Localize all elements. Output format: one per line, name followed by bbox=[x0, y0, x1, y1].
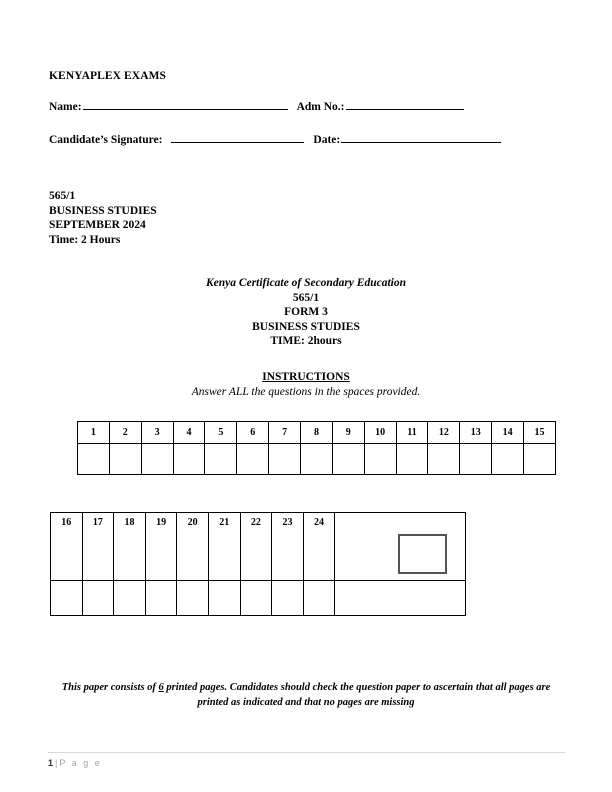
answer-cell[interactable] bbox=[364, 444, 396, 475]
answer-cell[interactable] bbox=[303, 581, 335, 616]
answer-cell[interactable] bbox=[177, 581, 209, 616]
answer-cell[interactable] bbox=[145, 581, 177, 616]
answer-cell[interactable] bbox=[78, 444, 110, 475]
exam-title-form: FORM 3 bbox=[284, 306, 328, 319]
question-number-cell: 24 bbox=[303, 513, 335, 581]
page-number-footer bbox=[48, 758, 102, 768]
answer-cell[interactable] bbox=[428, 444, 460, 475]
question-number-cell: 17 bbox=[82, 513, 114, 581]
answer-cell[interactable] bbox=[524, 444, 556, 475]
answer-cell[interactable] bbox=[269, 444, 301, 475]
question-number-cell: 4 bbox=[173, 422, 205, 444]
signature-label: Candidate’s Signature: bbox=[49, 134, 163, 146]
question-number-cell: 18 bbox=[114, 513, 146, 581]
page-footer-word: P a g e bbox=[59, 758, 102, 768]
paper-subject: BUSINESS STUDIES bbox=[49, 204, 157, 217]
date-input-blank[interactable] bbox=[341, 131, 501, 143]
question-number-cell: 21 bbox=[208, 513, 240, 581]
answer-grid-one-answer-row bbox=[78, 444, 556, 475]
name-label: Name: bbox=[49, 101, 82, 113]
answer-cell[interactable] bbox=[114, 581, 146, 616]
organization-title: KENYAPLEX EXAMS bbox=[49, 70, 167, 82]
answer-cell[interactable] bbox=[141, 444, 173, 475]
answer-cell[interactable] bbox=[301, 444, 333, 475]
question-number-cell: 9 bbox=[332, 422, 364, 444]
total-score-cell bbox=[335, 513, 466, 581]
question-number-cell: 20 bbox=[177, 513, 209, 581]
instructions-block bbox=[0, 370, 612, 400]
answer-grid-one-number-row bbox=[78, 422, 556, 444]
paper-code: 565/1 bbox=[49, 190, 76, 202]
question-number-cell: 13 bbox=[460, 422, 492, 444]
question-number-cell: 11 bbox=[396, 422, 428, 444]
question-number-cell: 7 bbox=[269, 422, 301, 444]
printed-pages-note-part1: This paper consists of bbox=[61, 682, 159, 693]
printed-pages-note bbox=[56, 680, 556, 710]
exam-title-time: TIME: 2hours bbox=[270, 335, 342, 348]
question-number-cell: 16 bbox=[51, 513, 83, 581]
date-label: Date: bbox=[313, 134, 341, 146]
paper-session: SEPTEMBER 2024 bbox=[49, 219, 146, 232]
total-score-answer-cell[interactable] bbox=[335, 581, 466, 616]
answer-cell[interactable] bbox=[109, 444, 141, 475]
total-score-box[interactable] bbox=[398, 534, 447, 574]
answer-cell[interactable] bbox=[82, 581, 114, 616]
signature-field-row bbox=[49, 131, 502, 146]
question-number-cell: 15 bbox=[524, 422, 556, 444]
answer-cell[interactable] bbox=[240, 581, 272, 616]
answer-cell[interactable] bbox=[237, 444, 269, 475]
certificate-title: Kenya Certificate of Secondary Education bbox=[206, 277, 406, 289]
answer-grid-two-number-row bbox=[51, 513, 466, 581]
page-footer-separator: | bbox=[55, 758, 58, 768]
answer-cell[interactable] bbox=[51, 581, 83, 616]
question-number-cell: 2 bbox=[109, 422, 141, 444]
footer-divider bbox=[48, 752, 565, 753]
name-field-row bbox=[49, 98, 465, 113]
answer-cell[interactable] bbox=[205, 444, 237, 475]
answer-cell[interactable] bbox=[173, 444, 205, 475]
answer-grid-two-answer-row bbox=[51, 581, 466, 616]
paper-time: Time: 2 Hours bbox=[49, 233, 121, 246]
question-number-cell: 3 bbox=[141, 422, 173, 444]
adm-no-input-blank[interactable] bbox=[346, 98, 464, 110]
answer-cell[interactable] bbox=[272, 581, 304, 616]
signature-input-blank[interactable] bbox=[171, 131, 304, 143]
question-number-cell: 8 bbox=[301, 422, 333, 444]
answer-cell[interactable] bbox=[332, 444, 364, 475]
question-number-cell: 19 bbox=[145, 513, 177, 581]
question-number-cell: 22 bbox=[240, 513, 272, 581]
answer-cell[interactable] bbox=[396, 444, 428, 475]
question-number-cell: 14 bbox=[492, 422, 524, 444]
name-input-blank[interactable] bbox=[83, 98, 288, 110]
answer-cell[interactable] bbox=[208, 581, 240, 616]
answer-cell[interactable] bbox=[460, 444, 492, 475]
answer-cell[interactable] bbox=[492, 444, 524, 475]
question-number-cell: 12 bbox=[428, 422, 460, 444]
question-number-cell: 5 bbox=[205, 422, 237, 444]
exam-title-code: 565/1 bbox=[292, 291, 320, 304]
question-number-cell: 6 bbox=[237, 422, 269, 444]
printed-pages-count: 6 bbox=[158, 682, 164, 693]
page-number: 1 bbox=[48, 758, 54, 768]
question-number-cell: 10 bbox=[364, 422, 396, 444]
adm-no-label: Adm No.: bbox=[296, 101, 345, 113]
instructions-text: Answer ALL the questions in the spaces provided. bbox=[191, 386, 421, 398]
answer-grid-two bbox=[50, 512, 466, 616]
instructions-heading: INSTRUCTIONS bbox=[262, 371, 350, 383]
exam-title-block bbox=[0, 276, 612, 349]
paper-code-block bbox=[49, 189, 157, 247]
question-number-cell: 23 bbox=[272, 513, 304, 581]
answer-grid-one bbox=[77, 421, 556, 475]
question-number-cell: 1 bbox=[78, 422, 110, 444]
exam-title-subject: BUSINESS STUDIES bbox=[252, 320, 360, 333]
printed-pages-note-part2: printed pages. Candidates should check the question paper to ascertain that all pages are printed as indicated and that no pages are missing bbox=[163, 682, 551, 708]
